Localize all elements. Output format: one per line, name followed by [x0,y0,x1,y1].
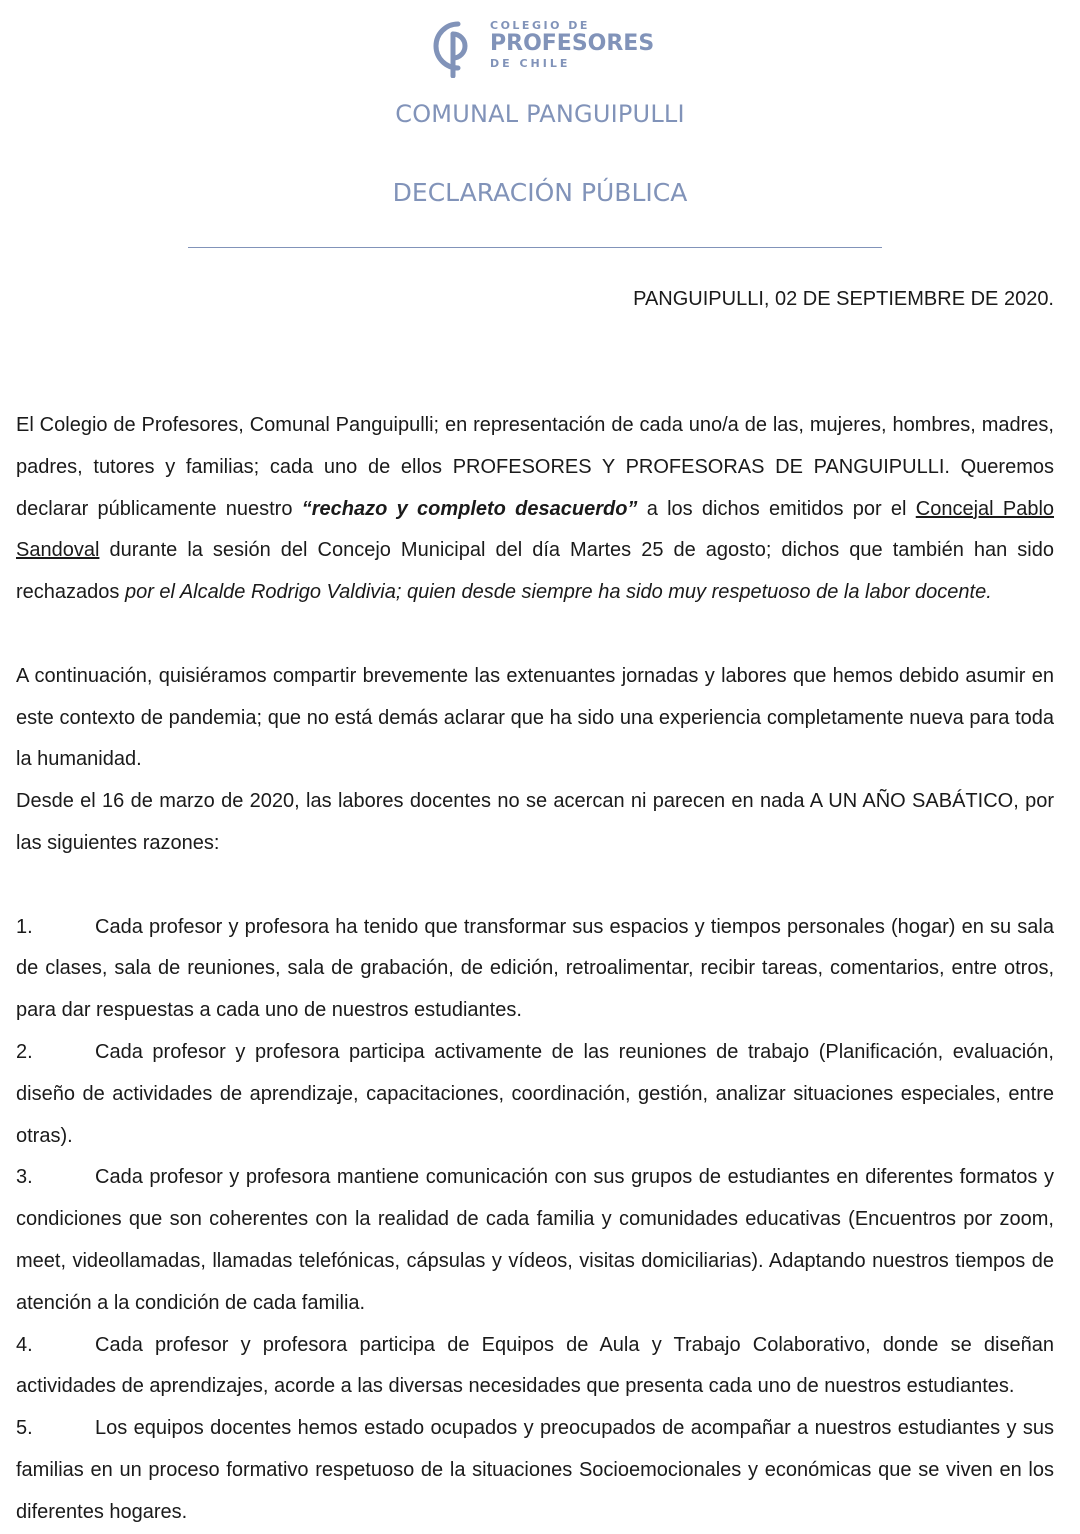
list-item [16,1032,1054,1157]
intro-text-a: El Colegio de Profesores, Comunal Panguipulli; en representación de cada uno/a de las, mujeres, hombres, madres, padres, tutores y familias; cada uno de ellos PROFESORES Y PROFESORAS DE PANGUIPULLI. Queremos declarar públicamente nuestro [16,414,1054,520]
list-item-number: 5. [16,1417,33,1440]
list-item-number: 4. [16,1333,33,1356]
list-item-number: 3. [16,1166,33,1189]
list-item [16,1157,1054,1324]
document-body [16,405,1054,1534]
concejal-name: Concejal Pablo Sandoval [16,497,1055,562]
logo-line-1: COLEGIO DE [490,19,590,32]
list-item-text: Cada profesor y profesora mantiene comunicación con sus grupos de estudiantes en diferentes formatos y condiciones que son coherentes con la realidad de cada familia y comunidades educativas (Encuentros por zoom, meet, videollamadas, llamadas telefónicas, cápsulas y vídeos, visitas domiciliarias). Adaptando nuestros tiempos de atención a la condición de cada familia. [16,1166,1054,1314]
list-item [16,907,1054,1032]
letterhead [0,0,1080,260]
title-divider [188,247,882,248]
colegio-profesores-logo [428,14,655,80]
list-item-text: Cada profesor y profesora participa activamente de las reuniones de trabajo (Planificación, evaluación, diseño de actividades de aprendizaje, capacitaciones, coordinación, gestión, analizar situaciones especiales, entre otras). [16,1040,1054,1147]
paragraph-context: A continuación, quisiéramos compartir brevemente las extenuantes jornadas y labores que hemos debido asumir en este contexto de pandemia; que no está demás aclarar que ha sido una experiencia completamente nueva para toda la humanidad. [16,664,1054,771]
list-item-number: 2. [16,1040,33,1063]
list-item-text: Cada profesor y profesora ha tenido que transformar sus espacios y tiempos personales (hogar) en su sala de clases, sala de reuniones, sala de grabación, de edición, retroalimentar, recibir tareas, comentarios, entre otros, para dar respuestas a cada uno de nuestros estudiantes. [16,915,1054,1022]
logo-p-icon [428,18,480,78]
intro-emphasis: “rechazo y completo desacuerdo” [301,497,638,520]
paragraph-reasons-intro: Desde el 16 de marzo de 2020, las labores docentes no se acercan ni parecen en nada A UN AÑO SABÁTICO, por las siguientes razones: [16,790,1054,854]
intro-text-e: durante la sesión del Concejo Municipal del día Martes 25 de agosto; dichos que también han sido rechazados [16,539,1054,604]
list-item-number: 1. [16,915,33,938]
comunal-heading: COMUNAL PANGUIPULLI [395,100,685,128]
list-item-text: Cada profesor y profesora participa de Equipos de Aula y Trabajo Colaborativo, donde se diseñan actividades de aprendizajes, acorde a las diversas necesidades que presenta cada uno de nuestros estudiantes. [16,1333,1054,1398]
list-item-text: Los equipos docentes hemos estado ocupados y preocupados de acompañar a nuestros estudiantes y sus familias en un proceso formativo respetuoso de la situaciones Socioemocionales y económicas que se viven en los diferentes hogares. [16,1417,1054,1523]
dateline: PANGUIPULLI, 02 DE SEPTIEMBRE DE 2020. [633,288,1054,310]
list-item [16,1325,1054,1409]
document-title: DECLARACIÓN PÚBLICA [392,178,688,207]
logo-line-3: DE CHILE [490,57,571,70]
list-item [16,1408,1054,1533]
intro-italic: por el Alcalde Rodrigo Valdivia; quien desde siempre ha sido muy respetuoso de la labor docente. [124,581,992,604]
intro-text-c: a los dichos emitidos por el [637,497,916,520]
logo-line-2: PROFESORES [490,31,655,56]
paragraph-spacer [16,614,1054,656]
logo-wordmark [490,20,654,69]
paragraph-spacer [16,865,1054,907]
paragraph-intro [16,405,1054,614]
